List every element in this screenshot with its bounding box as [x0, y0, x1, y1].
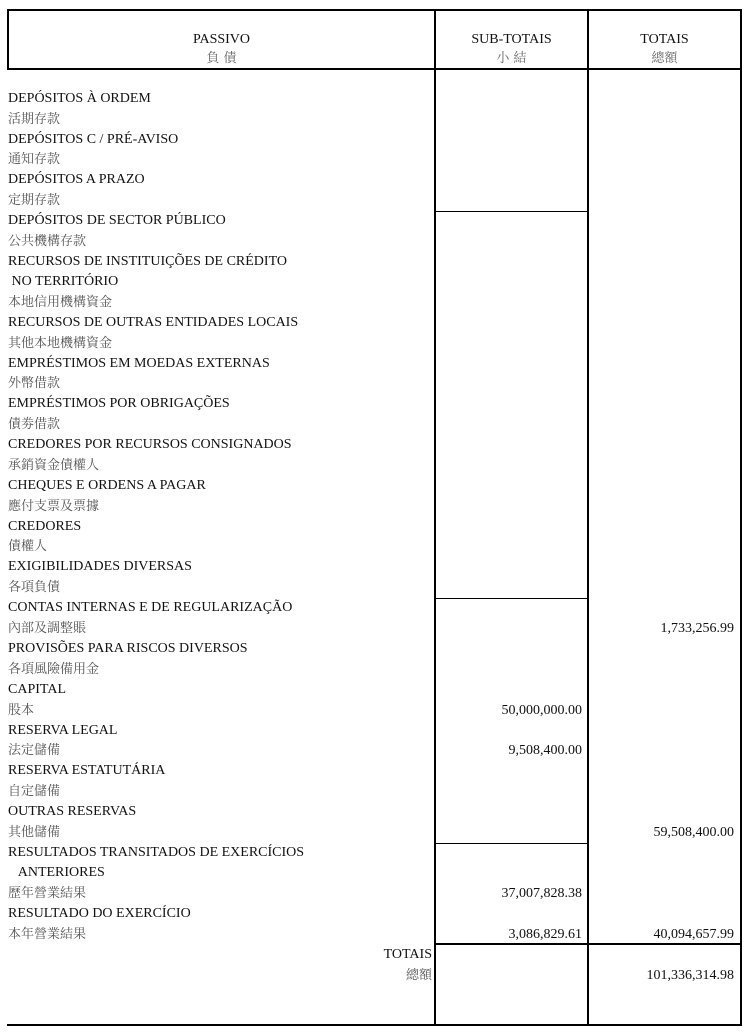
row-label-pt: EXIGIBILIDADES DIVERSAS	[8, 559, 192, 574]
column-divider-total	[587, 9, 589, 1026]
row-label-zh: 外幣借款	[8, 376, 61, 391]
row-label-zh: 歷年營業結果	[8, 886, 87, 901]
row-label-zh: 應付支票及票據	[8, 499, 100, 514]
row-label-zh: 各項負債	[8, 580, 61, 595]
row-label-zh: 法定儲備	[8, 743, 61, 758]
row-label-zh: 承銷資金債權人	[8, 458, 100, 473]
row-label-pt: DEPÓSITOS A PRAZO	[8, 172, 145, 187]
header-subtotais	[436, 30, 587, 68]
total-value: 40,094,657.99	[653, 927, 734, 942]
footer-totais-zh: 總額	[405, 968, 432, 983]
row-label-zh: 定期存款	[8, 193, 61, 208]
row-label-pt: RECURSOS DE OUTRAS ENTIDADES LOCAIS	[8, 315, 299, 330]
header-totais	[589, 30, 740, 68]
column-divider-sub	[434, 9, 436, 1026]
footer-totais-pt: TOTAIS	[383, 947, 432, 962]
row-label-zh: 股本	[8, 703, 35, 718]
row-label-pt: OUTRAS RESERVAS	[8, 804, 137, 819]
row-label-zh: 債權人	[8, 539, 48, 554]
row-label-pt: CREDORES	[8, 519, 82, 534]
row-label-pt: DEPÓSITOS À ORDEM	[8, 91, 151, 106]
header-subtotais-zh: 小 結	[496, 51, 527, 66]
total-value: 1,733,256.99	[660, 621, 734, 636]
sub-divider-3	[434, 843, 589, 844]
row-label-pt: RESERVA LEGAL	[8, 723, 118, 738]
row-label-pt: EMPRÉSTIMOS POR OBRIGAÇÕES	[8, 396, 230, 411]
row-label-pt: RESERVA ESTATUTÁRIA	[8, 763, 166, 778]
row-label-pt: CHEQUES E ORDENS A PAGAR	[8, 478, 206, 493]
header-passivo-zh: 負 債	[206, 51, 237, 66]
row-label-zh: 各項風險備用金	[8, 662, 100, 677]
subtotal-value: 37,007,828.38	[501, 886, 582, 901]
row-label-zh: 活期存款	[8, 112, 61, 127]
header-passivo-pt: PASSIVO	[192, 32, 251, 47]
subtotal-value: 3,086,829.61	[508, 927, 582, 942]
row-label-zh: 內部及調整賬	[8, 621, 87, 636]
row-label-pt: CAPITAL	[8, 682, 66, 697]
total-value: 59,508,400.00	[653, 825, 734, 840]
row-label-zh: 自定儲備	[8, 784, 61, 799]
row-label-zh: 本年營業結果	[8, 927, 87, 942]
row-label-pt: RESULTADO DO EXERCÍCIO	[8, 906, 191, 921]
sub-divider-1	[434, 211, 589, 212]
row-label-zh: 其他本地機構資金	[8, 336, 113, 351]
row-label-pt-continued: ANTERIORES	[8, 865, 105, 880]
header-subtotais-pt: SUB-TOTAIS	[471, 32, 552, 47]
border-top	[7, 9, 742, 11]
header-separator	[7, 68, 742, 70]
subtotal-value: 50,000,000.00	[501, 703, 582, 718]
row-label-pt: RECURSOS DE INSTITUIÇÕES DE CRÉDITO	[8, 254, 287, 269]
subtotal-value: 9,508,400.00	[508, 743, 582, 758]
row-label-pt-continued: NO TERRITÓRIO	[8, 274, 119, 289]
row-label-pt: DEPÓSITOS C / PRÉ-AVISO	[8, 132, 179, 147]
header-totais-zh: 總額	[651, 51, 678, 66]
row-label-zh: 其他儲備	[8, 825, 61, 840]
border-right	[740, 9, 742, 1026]
header-passivo	[9, 30, 434, 68]
row-label-zh: 通知存款	[8, 152, 61, 167]
border-bottom	[7, 1024, 742, 1026]
row-label-pt: PROVISÕES PARA RISCOS DIVERSOS	[8, 641, 248, 656]
grand-total-value: 101,336,314.98	[646, 968, 734, 983]
row-label-pt: RESULTADOS TRANSITADOS DE EXERCÍCIOS	[8, 845, 305, 860]
sub-divider-2	[434, 598, 589, 599]
row-label-zh: 本地信用機構資金	[8, 295, 113, 310]
row-label-pt: CONTAS INTERNAS E DE REGULARIZAÇÃO	[8, 600, 293, 615]
row-label-zh: 債劵借款	[8, 417, 61, 432]
header-totais-pt: TOTAIS	[640, 32, 689, 47]
row-label-pt: CREDORES POR RECURSOS CONSIGNADOS	[8, 437, 292, 452]
row-label-pt: EMPRÉSTIMOS EM MOEDAS EXTERNAS	[8, 356, 270, 371]
row-label-pt: DEPÓSITOS DE SECTOR PÚBLICO	[8, 213, 226, 228]
row-label-zh: 公共機構存款	[8, 234, 87, 249]
